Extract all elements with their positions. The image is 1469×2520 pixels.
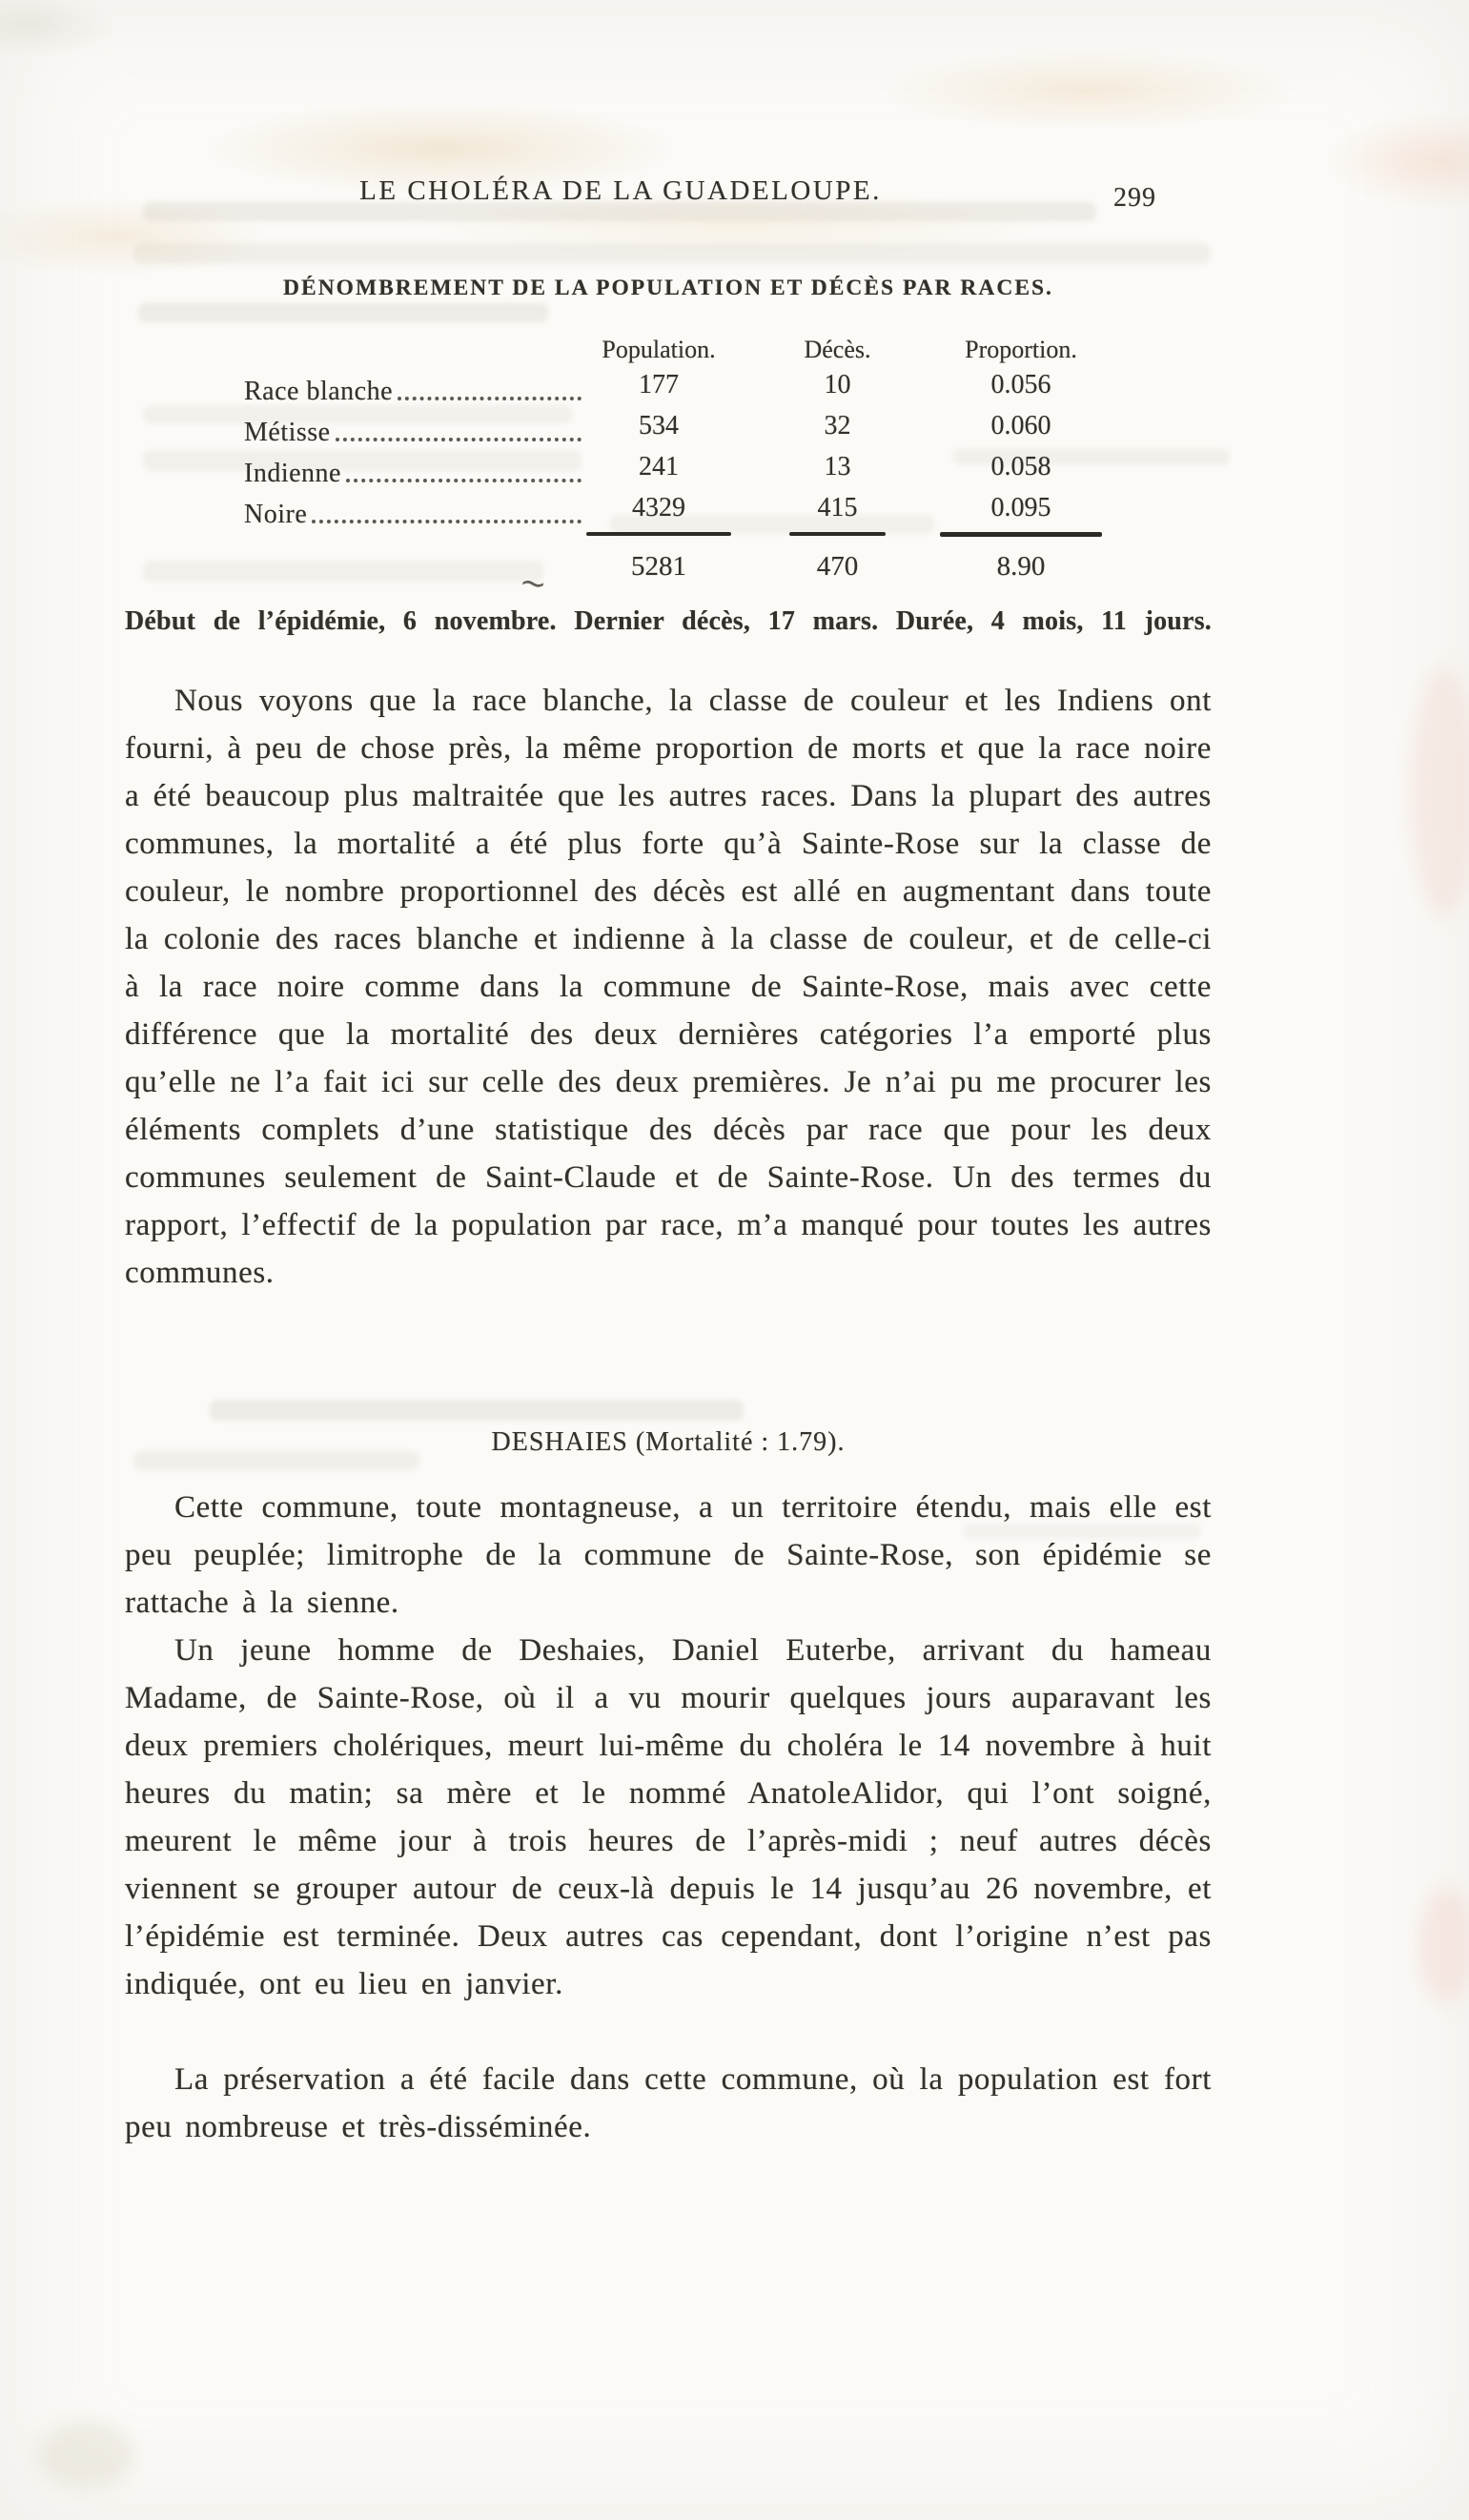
total-population: 5281 [631, 551, 686, 582]
cell-deces: 415 [817, 493, 858, 522]
pen-mark-icon: ∼ [516, 562, 550, 605]
table-row [125, 411, 1212, 451]
table-row [125, 370, 1212, 410]
table-row [125, 493, 1212, 533]
cell-proportion: 0.095 [990, 493, 1051, 522]
total-proportion: 8.90 [996, 551, 1046, 582]
total-rule [789, 532, 886, 536]
dotted-leader [398, 370, 581, 400]
body-paragraph: Nous voyons que la race blanche, la classe de couleur et les Indiens ont fourni, à peu de chose près, la même proportion de morts et que la race noire a été beaucoup plus maltraitée que les autres races. Dans la plupart des autres communes, la mortalité a été plus forte qu’à Sainte-Rose sur la classe de couleur, le nombre proportionnel des décès est allé en augmentant dans toute la colonie des races blanche et indienne à la classe de couleur, et de celle-ci à la race noire comme dans la commune de Sainte-Rose, mais avec cette différence que la mortalité des deux dernières catégories l’a emporté plus qu’elle ne l’a fait ici sur celle des deux premières. Je n’ai pu me procurer les éléments complets d’une statistique des décès par race que pour les deux communes seulement de Saint-Claude et de Sainte-Rose. Un des termes du rapport, l’effectif de la population par race, m’a manqué pour toutes les autres communes. [125, 684, 1212, 1290]
total-rule [940, 532, 1102, 537]
total-rule [586, 532, 731, 536]
row-label: Race blanche [244, 377, 394, 406]
body-paragraph: Un jeune homme de Deshaies, Daniel Euterbe, arrivant du hameau Madame, de Sainte-Rose, où il a vu mourir quelques jours auparavant les deux premiers cholériques, meurt lui-même du choléra le 14 novembre à huit heures du matin; sa mère et le nommé AnatoleAlidor, qui l’ont soigné, meurent le même jour à trois heures de l’après-midi ; neuf autres décès viennent se grouper autour de ceux-là depuis le 14 jusqu’au 26 novembre, et l’épidémie est terminée. Deux autres cas cependant, dont l’origine n’est pas indiquée, ont eu lieu en janvier. [125, 1633, 1212, 2001]
paper-stain [38, 2422, 133, 2489]
row-label: Métisse [244, 418, 331, 447]
bleedthrough-text [143, 561, 543, 582]
cell-population: 4329 [632, 493, 685, 522]
cell-deces: 10 [824, 370, 851, 400]
epidemic-summary-line: Début de l’épidémie, 6 novembre. Dernier décès, 17 mars. Durée, 4 mois, 11 jours. [125, 606, 1212, 636]
cell-population: 177 [639, 370, 679, 400]
cell-proportion: 0.058 [990, 452, 1051, 481]
row-label: Indienne [244, 459, 341, 488]
body-paragraph: Cette commune, toute montagneuse, a un territoire étendu, mais elle est peu peuplée; limitrophe de la commune de Sainte-Rose, son épidémie se rattache à la sienne. [125, 1490, 1212, 1620]
cell-population: 241 [639, 452, 679, 481]
dotted-leader [336, 411, 581, 441]
cell-deces: 32 [824, 411, 851, 440]
cell-proportion: 0.060 [990, 411, 1051, 440]
table-column-headers [125, 336, 1212, 370]
table-title: DÉNOMBREMENT DE LA POPULATION ET DÉCÈS PAR RACES. [283, 276, 1053, 300]
cell-population: 534 [639, 411, 679, 440]
column-header-proportion: Proportion. [965, 336, 1077, 363]
table-row [125, 452, 1212, 492]
column-header-population: Population. [602, 336, 716, 363]
column-header-deces: Décès. [804, 336, 871, 363]
paper-stain [1418, 1888, 1469, 2002]
cell-deces: 13 [824, 452, 851, 481]
bleedthrough-text [133, 243, 1211, 264]
section-heading-deshaies: DESHAIES (Mortalité : 1.79). [491, 1427, 846, 1457]
cell-proportion: 0.056 [990, 370, 1051, 400]
row-label: Noire [244, 500, 308, 529]
bleedthrough-text [138, 303, 548, 322]
running-head-title: LE CHOLÉRA DE LA GUADELOUPE. [359, 175, 882, 206]
body-paragraph: La préservation a été facile dans cette commune, où la population est fort peu nombreuse et très-disséminée. [125, 2062, 1212, 2144]
bleedthrough-text [210, 1400, 744, 1421]
total-deces: 470 [816, 551, 859, 582]
paper-stain [1411, 667, 1469, 915]
dotted-leader [346, 452, 581, 482]
page-number: 299 [1113, 183, 1156, 213]
dotted-leader [312, 493, 581, 523]
